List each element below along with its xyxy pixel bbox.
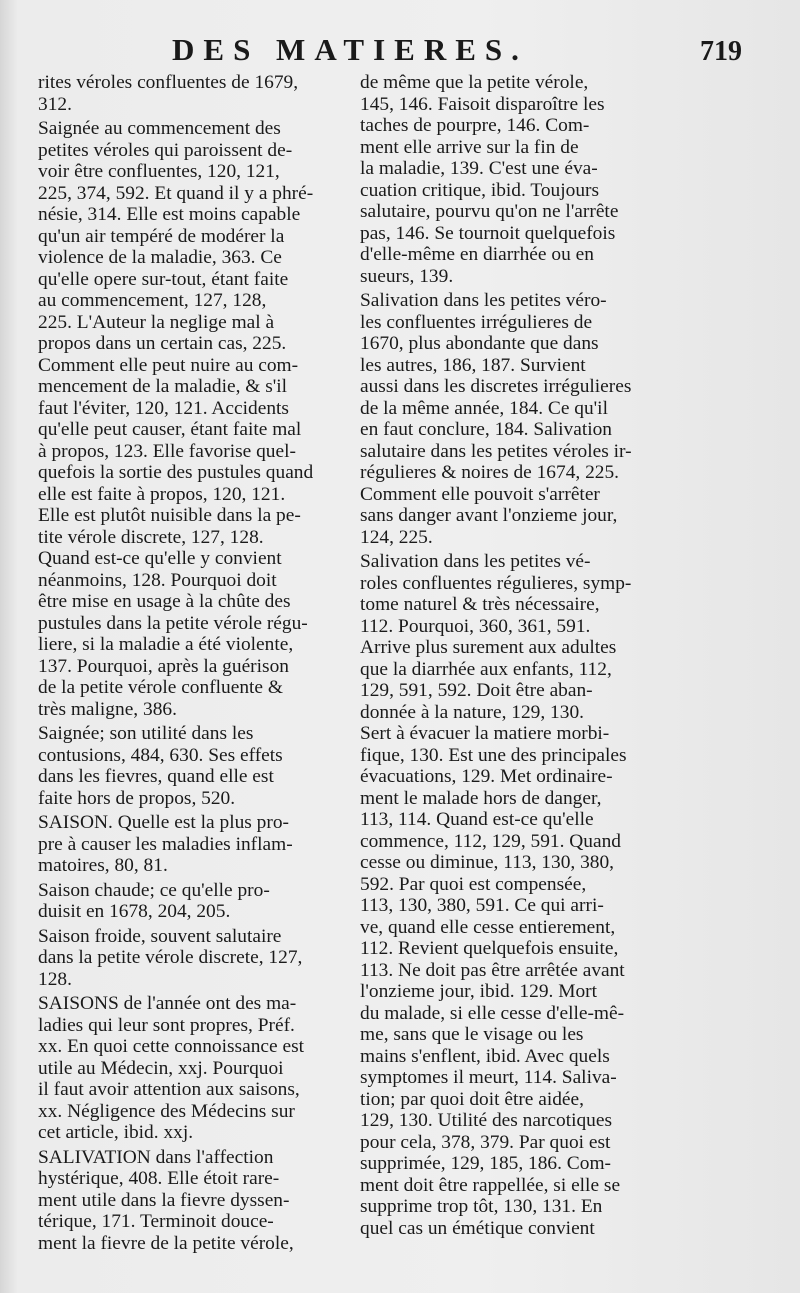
index-line: 137. Pourquoi, après la guérison	[38, 655, 289, 677]
index-line: à propos, 123. Elle favorise quel-	[38, 440, 296, 462]
page-header	[0, 32, 800, 72]
index-line: xx. Négligence des Médecins sur	[38, 1100, 295, 1122]
index-line: 1670, plus abondante que dans	[360, 333, 599, 354]
index-line: 145, 146. Faisoit disparoître les	[360, 93, 605, 115]
index-line: dans la petite vérole discrete, 127,	[38, 947, 303, 968]
index-line: Comment elle pouvoit s'arrêter	[360, 483, 600, 505]
index-line: ment doit être rappellée, si elle se	[360, 1174, 621, 1196]
index-line: 225. L'Auteur la neglige mal à	[38, 311, 275, 333]
index-line: Sert à évacuer la matiere morbi-	[360, 723, 610, 744]
index-line: l'onzieme jour, ibid. 129. Mort	[360, 981, 597, 1002]
index-line: symptomes il meurt, 114. Saliva-	[360, 1067, 617, 1088]
index-line: 312.	[38, 93, 72, 115]
index-line: ve, quand elle cesse entierement,	[360, 916, 616, 938]
index-line: quefois la sortie des pustules quand	[38, 462, 314, 483]
index-line: Quand est-ce qu'elle y convient	[38, 548, 282, 569]
index-line: 124, 225.	[360, 526, 433, 548]
index-line: fique, 130. Est une des principales	[360, 744, 627, 766]
index-line: les autres, 186, 187. Survient	[360, 354, 586, 376]
index-line: mencement de la maladie, & s'il	[38, 376, 288, 397]
index-line: elle est faite à propos, 120, 121.	[38, 483, 286, 505]
index-line: ladies qui leur sont propres, Préf.	[38, 1014, 295, 1036]
index-line: qu'un air tempéré de modérer la	[38, 225, 285, 247]
index-entry	[38, 118, 364, 720]
index-line: cuation critique, ibid. Toujours	[360, 179, 600, 201]
index-line: 112. Pourquoi, 360, 361, 591.	[360, 615, 591, 637]
index-entry	[360, 290, 686, 548]
index-line: propos dans un certain cas, 225.	[38, 333, 287, 354]
index-line: pas, 146. Se tournoit quelquefois	[360, 222, 616, 244]
index-line: qu'elle opere sur-tout, étant faite	[38, 268, 289, 290]
index-line: utile au Médecin, xxj. Pourquoi	[38, 1057, 284, 1079]
index-line: ment le malade hors de danger,	[360, 787, 602, 809]
index-line: tome naturel & très nécessaire,	[360, 594, 600, 615]
index-line: aussi dans les discretes irrégulieres	[360, 376, 632, 397]
index-line: duisit en 1678, 204, 205.	[38, 901, 231, 922]
index-line: violence de la maladie, 363. Ce	[38, 247, 282, 268]
index-line: faut l'éviter, 120, 121. Accidents	[38, 397, 289, 419]
index-line: Saison froide, souvent salutaire	[38, 925, 282, 947]
index-line: sueurs, 139.	[360, 265, 454, 287]
index-line: cet article, ibid. xxj.	[38, 1122, 194, 1143]
index-entry	[38, 723, 364, 809]
index-line: les confluentes irrégulieres de	[360, 311, 593, 333]
index-entry	[38, 993, 364, 1144]
index-line: pour cela, 378, 379. Par quoi est	[360, 1131, 611, 1153]
index-entry	[38, 926, 364, 991]
index-line: matoires, 80, 81.	[38, 855, 168, 876]
index-line: la maladie, 139. C'est une éva-	[360, 158, 598, 179]
index-line: contusions, 484, 630. Ses effets	[38, 744, 283, 766]
index-line: mains s'enflent, ibid. Avec quels	[360, 1045, 610, 1067]
index-line: rites véroles confluentes de 1679,	[38, 72, 299, 93]
index-line: que la diarrhée aux enfants, 112,	[360, 658, 612, 680]
index-line: Comment elle peut nuire au com-	[38, 354, 299, 376]
index-line: de la petite vérole confluente &	[38, 677, 283, 698]
index-line: ment elle arrive sur la fin de	[360, 136, 579, 158]
index-entry	[38, 1147, 364, 1255]
index-line: être mise en usage à la chûte des	[38, 591, 291, 612]
index-line: voir être confluentes, 120, 121,	[38, 161, 280, 182]
index-line: quel cas un émétique convient	[360, 1217, 595, 1239]
index-line: évacuations, 129. Met ordinaire-	[360, 766, 613, 787]
page-number: 719	[700, 36, 742, 67]
running-title: DES MATIERES.	[172, 32, 528, 67]
index-line: cesse ou diminue, 113, 130, 380,	[360, 852, 615, 873]
index-line: pre à causer les maladies inflam-	[38, 833, 293, 855]
index-line: régulieres & noires de 1674, 225.	[360, 462, 620, 483]
index-entry	[360, 551, 686, 1239]
index-entry	[38, 880, 364, 923]
index-line: pustules dans la petite vérole régu-	[38, 612, 308, 634]
index-line: très maligne, 386.	[38, 698, 177, 720]
index-line: tite vérole discrete, 127, 128.	[38, 526, 264, 548]
index-line: ment utile dans la fievre dyssen-	[38, 1189, 290, 1211]
index-line: Saignée; son utilité dans les	[38, 723, 254, 744]
index-entry	[38, 72, 364, 115]
index-line: Saignée au commencement des	[38, 118, 281, 139]
index-line: du malade, si elle cesse d'elle-mê-	[360, 1002, 625, 1024]
index-line: xx. En quoi cette connoissance est	[38, 1036, 305, 1057]
index-line: nésie, 314. Elle est moins capable	[38, 204, 301, 225]
index-line: supprime trop tôt, 130, 131. En	[360, 1196, 603, 1217]
index-line: Elle est plutôt nuisible dans la pe-	[38, 505, 301, 526]
index-line: ment la fievre de la petite vérole,	[38, 1232, 294, 1254]
index-entry	[360, 72, 686, 287]
index-line: petites véroles qui paroissent de-	[38, 139, 293, 161]
index-line: 113. Ne doit pas être arrêtée avant	[360, 959, 625, 981]
index-line: Saison chaude; ce qu'elle pro-	[38, 879, 270, 901]
index-line: tion; par quoi doit être aidée,	[360, 1088, 584, 1110]
index-line: SALIVATION dans l'affection	[38, 1146, 274, 1168]
index-line: 113, 130, 380, 591. Ce qui arri-	[360, 895, 604, 916]
index-line: me, sans que le visage ou les	[360, 1024, 584, 1045]
index-line: dans les fievres, quand elle est	[38, 766, 274, 787]
index-line: Salivation dans les petites véro-	[360, 290, 607, 311]
index-line: 113, 114. Quand est-ce qu'elle	[360, 809, 594, 830]
index-line: sans danger avant l'onzieme jour,	[360, 505, 618, 526]
index-line: au commencement, 127, 128,	[38, 290, 267, 311]
index-line: faite hors de propos, 520.	[38, 787, 236, 809]
index-line: Arrive plus surement aux adultes	[360, 637, 617, 658]
index-line: 592. Par quoi est compensée,	[360, 873, 587, 895]
index-line: de la même année, 184. Ce qu'il	[360, 397, 608, 419]
index-line: taches de pourpre, 146. Com-	[360, 115, 590, 136]
index-entry	[38, 812, 364, 877]
index-line: en faut conclure, 184. Salivation	[360, 419, 613, 440]
index-line: SAISON. Quelle est la plus pro-	[38, 812, 289, 833]
index-line: SAISONS de l'année ont des ma-	[38, 993, 297, 1014]
left-column	[38, 72, 364, 1254]
index-line: Salivation dans les petites vé-	[360, 551, 591, 572]
index-line: liere, si la maladie a été violente,	[38, 634, 294, 655]
index-line: commence, 112, 129, 591. Quand	[360, 830, 621, 852]
index-line: il faut avoir attention aux saisons,	[38, 1079, 300, 1100]
right-column	[360, 72, 686, 1239]
index-line: d'elle-même en diarrhée ou en	[360, 244, 594, 265]
index-line: hystérique, 408. Elle étoit rare-	[38, 1168, 280, 1189]
index-line: térique, 171. Terminoit douce-	[38, 1211, 274, 1232]
index-line: 129, 591, 592. Doit être aban-	[360, 680, 593, 701]
index-line: qu'elle peut causer, étant faite mal	[38, 419, 302, 440]
index-line: 128.	[38, 968, 72, 990]
index-line: roles confluentes régulieres, symp-	[360, 572, 632, 594]
index-line: 112. Revient quelquefois ensuite,	[360, 938, 619, 959]
index-line: donnée à la nature, 129, 130.	[360, 701, 584, 723]
index-line: 129, 130. Utilité des narcotiques	[360, 1110, 613, 1131]
index-line: salutaire dans les petites véroles ir-	[360, 440, 632, 462]
index-line: néanmoins, 128. Pourquoi doit	[38, 569, 277, 591]
index-line: supprimée, 129, 185, 186. Com-	[360, 1153, 611, 1174]
index-line: 225, 374, 592. Et quand il y a phré-	[38, 182, 314, 204]
index-line: de même que la petite vérole,	[360, 72, 589, 93]
index-line: salutaire, pourvu qu'on ne l'arrête	[360, 201, 619, 222]
